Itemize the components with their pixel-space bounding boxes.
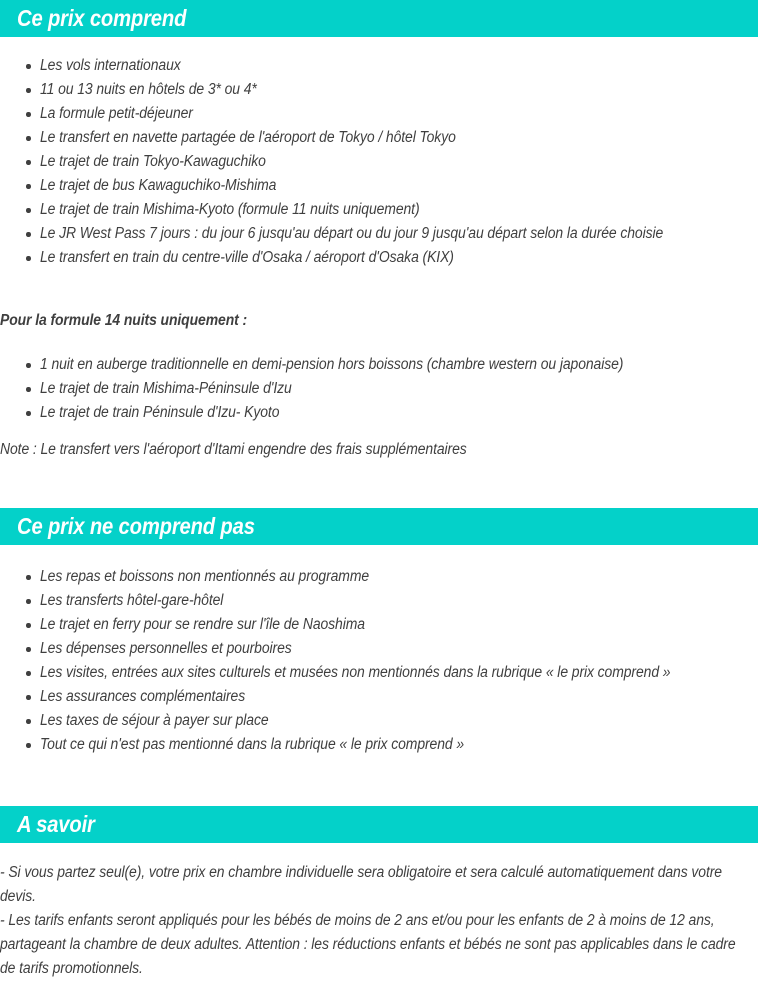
excluded-item-6: Les taxes de séjour à payer sur place xyxy=(40,712,269,729)
section-title-included: Ce prix comprend xyxy=(17,5,187,31)
list-item xyxy=(0,685,758,709)
sub-heading-label: Pour la formule 14 nuits uniquement : xyxy=(0,312,248,329)
excluded-item-3: Les dépenses personnelles et pourboires xyxy=(40,640,292,657)
list-item xyxy=(0,102,758,126)
excluded-list xyxy=(0,565,758,757)
excluded-item-4: Les visites, entrées aux sites culturels et musées non mentionnés dans la rubrique « le prix comprend » xyxy=(40,664,671,681)
list-item xyxy=(0,401,758,425)
list-item xyxy=(0,377,758,401)
note-text: Note : Le transfert vers l'aéroport d'Itami engendre des frais supplémentaires xyxy=(0,441,467,458)
included-list xyxy=(0,54,758,270)
list-item xyxy=(0,613,758,637)
included-item-8: Le transfert en train du centre-ville d'Osaka / aéroport d'Osaka (KIX) xyxy=(40,249,454,266)
list-item xyxy=(0,198,758,222)
list-item xyxy=(0,78,758,102)
list-item xyxy=(0,126,758,150)
included-item-2: La formule petit-déjeuner xyxy=(40,105,193,122)
sub-item-0: 1 nuit en auberge traditionnelle en demi-pension hors boissons (chambre western ou japonaise) xyxy=(40,356,624,373)
excluded-item-5: Les assurances complémentaires xyxy=(40,688,246,705)
list-item xyxy=(0,733,758,757)
list-item xyxy=(0,709,758,733)
good-to-know-paragraph-1: - Les tarifs enfants seront appliqués pour les bébés de moins de 2 ans et/ou pour les enfants de 2 à moins de 12 ans, partageant la chambre de deux adultes. Attention : les réductions enfants et bébés ne sont pas applicables dans le cadre de tarifs promotionnels. xyxy=(0,912,736,977)
list-item xyxy=(0,565,758,589)
list-item xyxy=(0,246,758,270)
list-item xyxy=(0,150,758,174)
list-item xyxy=(0,589,758,613)
section-header-included xyxy=(0,0,758,37)
list-item xyxy=(0,54,758,78)
list-item xyxy=(0,637,758,661)
included-item-0: Les vols internationaux xyxy=(40,57,181,74)
section-header-good-to-know xyxy=(0,806,758,843)
section-title-excluded: Ce prix ne comprend pas xyxy=(17,513,255,539)
list-item xyxy=(0,353,758,377)
included-item-4: Le trajet de train Tokyo-Kawaguchiko xyxy=(40,153,266,170)
list-item xyxy=(0,174,758,198)
included-14-nights-list xyxy=(0,353,758,425)
good-to-know-paragraph-0: - Si vous partez seul(e), votre prix en chambre individuelle sera obligatoire et sera calculé automatiquement dans votre devis. xyxy=(0,864,722,905)
included-item-7: Le JR West Pass 7 jours : du jour 6 jusqu'au départ ou du jour 9 jusqu'au départ selon la durée choisie xyxy=(40,225,664,242)
good-to-know-body xyxy=(0,861,758,981)
included-item-5: Le trajet de bus Kawaguchiko-Mishima xyxy=(40,177,277,194)
section-header-excluded xyxy=(0,508,758,545)
list-item xyxy=(0,661,758,685)
sub-item-2: Le trajet de train Péninsule d'Izu- Kyoto xyxy=(40,404,280,421)
list-item xyxy=(0,222,758,246)
sub-item-1: Le trajet de train Mishima-Péninsule d'Izu xyxy=(40,380,292,397)
section-title-good-to-know: A savoir xyxy=(17,811,95,837)
excluded-item-1: Les transferts hôtel-gare-hôtel xyxy=(40,592,224,609)
included-item-3: Le transfert en navette partagée de l'aéroport de Tokyo / hôtel Tokyo xyxy=(40,129,456,146)
included-item-1: 11 ou 13 nuits en hôtels de 3* ou 4* xyxy=(40,81,257,98)
excluded-item-0: Les repas et boissons non mentionnés au programme xyxy=(40,568,370,585)
included-item-6: Le trajet de train Mishima-Kyoto (formule 11 nuits uniquement) xyxy=(40,201,420,218)
excluded-item-7: Tout ce qui n'est pas mentionné dans la rubrique « le prix comprend » xyxy=(40,736,465,753)
excluded-item-2: Le trajet en ferry pour se rendre sur l'île de Naoshima xyxy=(40,616,365,633)
note-itami-transfer xyxy=(0,439,758,461)
sub-heading-14-nights xyxy=(0,311,758,331)
